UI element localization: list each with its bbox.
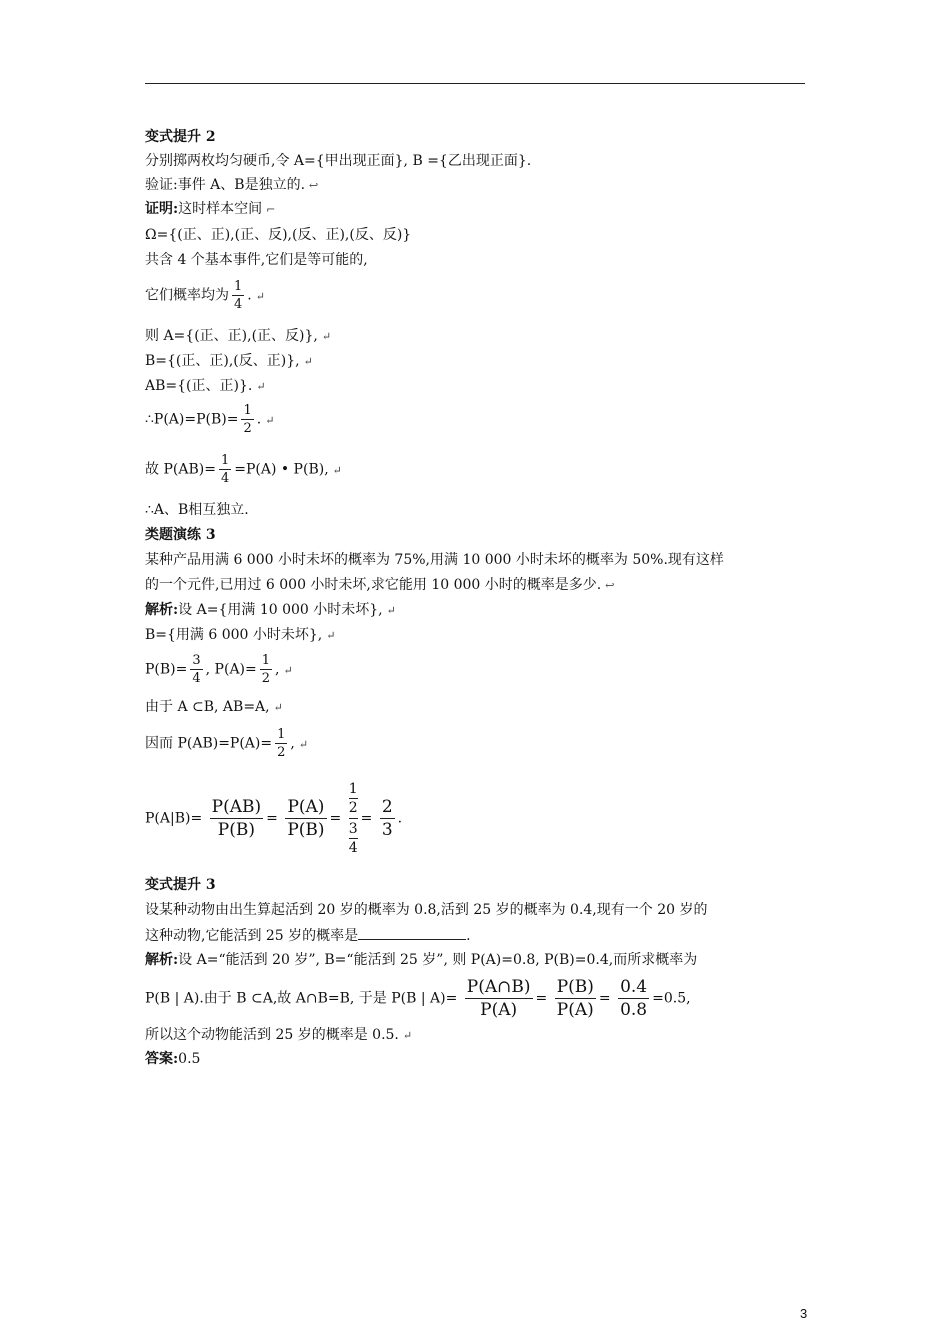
text-line: [145, 351, 313, 372]
edit-mark-icon: ↵: [256, 380, 266, 393]
text-span: ∴P(A)=P(B)=: [145, 411, 239, 428]
frac-den: 4: [220, 471, 230, 486]
analysis-label: 解析:: [145, 952, 179, 968]
analysis-line: [145, 950, 697, 970]
text-span: =0.5,: [652, 990, 691, 1007]
proof-line: [145, 199, 275, 220]
equals-sign: =: [329, 810, 342, 827]
section-title-variant-2: 变式提升 2: [145, 129, 216, 145]
text-span: P(B)=: [145, 661, 188, 678]
text-line: 分别掷两枚均匀硬币,令 A={甲出现正面}, B ={乙出现正面}.: [145, 153, 532, 169]
frac-den: P(A): [556, 1000, 594, 1020]
text-line: [145, 652, 293, 687]
fraction: [260, 652, 272, 687]
header-rule: [145, 83, 805, 84]
answer-line: [145, 1049, 200, 1069]
fraction: [210, 796, 263, 841]
frac-num: P(AB): [211, 797, 262, 817]
text-span: , P(A)=: [205, 661, 257, 678]
frac-num: 1: [220, 453, 230, 468]
fraction: [219, 452, 231, 487]
fraction: [380, 796, 395, 841]
text-line: [145, 376, 266, 397]
answer-blank: [358, 925, 466, 940]
equals-sign: =: [598, 990, 611, 1007]
answer-value: 0.5: [178, 1051, 201, 1067]
nested-main-bar: [349, 818, 358, 819]
frac-den: 3: [381, 820, 393, 840]
text-span: B={(正、正),(反、正)},: [145, 353, 300, 369]
edit-mark-icon: ↵: [283, 663, 293, 677]
frac-num: P(B): [556, 977, 594, 997]
text-span: 设 A=“能活到 20 岁”, B=“能活到 25 岁”, 则 P(A)=0.8, P(B)=0.4,而所求概率为: [178, 952, 698, 968]
section-title-variant-3: 变式提升 3: [145, 877, 216, 893]
frac-den: 0.8: [620, 1000, 648, 1020]
edit-mark-icon: ↵: [273, 701, 283, 714]
nested-bot-den: 4: [348, 840, 358, 856]
frac-den: 2: [243, 421, 252, 436]
frac-num: 0.4: [620, 977, 648, 997]
text-span: P(B | A).由于 B ⊂A,故 A∩B=B, 于是 P(B | A)=: [145, 990, 458, 1007]
analysis-line: [145, 600, 396, 621]
frac-num: 1: [261, 653, 271, 668]
frac-num: P(A): [285, 796, 326, 819]
text-line: [145, 925, 471, 946]
frac-num: 3: [192, 653, 201, 668]
text-span: .: [247, 287, 252, 304]
text-line: [145, 402, 274, 437]
frac-num: 1: [234, 279, 243, 294]
text-line: [145, 726, 308, 761]
frac-num: 1: [277, 727, 286, 742]
text-span: =P(A) • P(B),: [234, 461, 329, 478]
frac-den: 2: [261, 671, 271, 686]
text-span: 所以这个动物能活到 25 岁的概率是 0.5.: [145, 1027, 399, 1043]
edit-mark-icon: ↵: [321, 330, 332, 343]
text-span: 验证:事件 A、B是独立的.: [145, 177, 306, 193]
fraction: [232, 278, 244, 313]
proof-text: 这时样本空间: [178, 201, 263, 217]
edit-mark-icon: ↩: [309, 179, 319, 192]
frac-den: P(B): [217, 820, 255, 840]
text-span: .: [256, 411, 262, 428]
proof-label: 证明:: [145, 201, 179, 217]
text-span: ,: [290, 735, 295, 752]
edit-mark-icon: ↵: [326, 629, 336, 642]
text-span: ,: [275, 661, 280, 678]
analysis-label: 解析:: [145, 602, 179, 618]
text-span: 由于 A ⊂B, AB=A,: [145, 699, 270, 715]
fraction: [618, 976, 649, 1021]
text-span: 它们概率均为: [145, 287, 229, 304]
text-line: [145, 1025, 412, 1046]
sample-space: Ω={(正、正),(正、反),(反、正),(反、反)}: [145, 227, 412, 243]
conditional-prob-formula: [145, 780, 402, 857]
edit-mark-icon: ⌐: [266, 203, 276, 216]
text-span: 设 A={用满 10 000 小时未坏},: [178, 602, 383, 618]
equals-sign: =: [266, 810, 278, 827]
frac-den: 2: [277, 745, 286, 760]
fraction: [241, 402, 253, 437]
frac-num: 1: [243, 403, 252, 418]
text-span: AB={(正、正)}.: [145, 378, 253, 394]
nested-fraction: [349, 780, 358, 857]
frac-den: 4: [192, 671, 201, 686]
edit-mark-icon: ↵: [265, 413, 275, 427]
fraction: [190, 652, 202, 687]
text-span: .: [397, 810, 403, 827]
text-line: 某种产品用满 6 000 小时未坏的概率为 75%,用满 10 000 小时未坏的概率为 50%.现有这样: [145, 552, 724, 568]
text-span: 这种动物,它能活到 25 岁的概率是: [145, 928, 359, 944]
frac-den: 4: [234, 297, 243, 312]
text-line: [145, 625, 335, 646]
fraction: [275, 726, 287, 761]
edit-mark-icon: ↵: [255, 289, 265, 303]
answer-label: 答案:: [145, 1051, 179, 1067]
fraction: [465, 976, 533, 1021]
text-line: [145, 326, 331, 347]
section-title-exercise-3: 类题演练 3: [145, 527, 216, 543]
nested-top-den: 2: [348, 800, 358, 816]
text-span: 因而 P(AB)=P(A)=: [145, 735, 273, 752]
text-line: [145, 976, 691, 1021]
edit-mark-icon: ↵: [386, 604, 396, 617]
text-span: .: [466, 928, 471, 944]
text-line: [145, 175, 318, 196]
nested-top-num: 1: [348, 781, 358, 797]
text-line: [145, 452, 342, 487]
text-line: 设某种动物由出生算起活到 20 岁的概率为 0.8,活到 25 岁的概率为 0.4,现有一个 20 岁的: [145, 902, 708, 918]
edit-mark-icon: ↵: [402, 1029, 413, 1042]
text-line: [145, 278, 265, 313]
equals-sign: =: [535, 990, 548, 1007]
frac-den: P(B): [287, 820, 325, 840]
text-span: 则 A={(正、正),(正、反)},: [145, 328, 318, 344]
fraction: [285, 796, 326, 841]
text-line: ∴A、B相互独立.: [145, 502, 249, 518]
text-line: [145, 575, 614, 596]
text-span: B={用满 6 000 小时未坏},: [145, 627, 323, 643]
edit-mark-icon: ↵: [332, 463, 342, 477]
text-span: 故 P(AB)=: [145, 461, 216, 478]
page-number: 3: [800, 1306, 808, 1321]
edit-mark-icon: ↵: [303, 355, 313, 368]
fraction: [555, 976, 596, 1021]
edit-mark-icon: ↩: [605, 579, 615, 592]
text-line: 共含 4 个基本事件,它们是等可能的,: [145, 252, 368, 268]
frac-num: P(A∩B): [466, 977, 531, 997]
text-span: 的一个元件,已用过 6 000 小时未坏,求它能用 10 000 小时的概率是多少.: [145, 577, 602, 593]
nested-bot-num: 3: [348, 821, 358, 837]
equals-sign: =: [360, 810, 373, 827]
frac-num: 2: [381, 797, 393, 817]
text-span: P(A|B)=: [145, 810, 203, 827]
edit-mark-icon: ↵: [298, 737, 309, 751]
text-line: [145, 697, 283, 718]
frac-den: P(A): [480, 1000, 518, 1020]
